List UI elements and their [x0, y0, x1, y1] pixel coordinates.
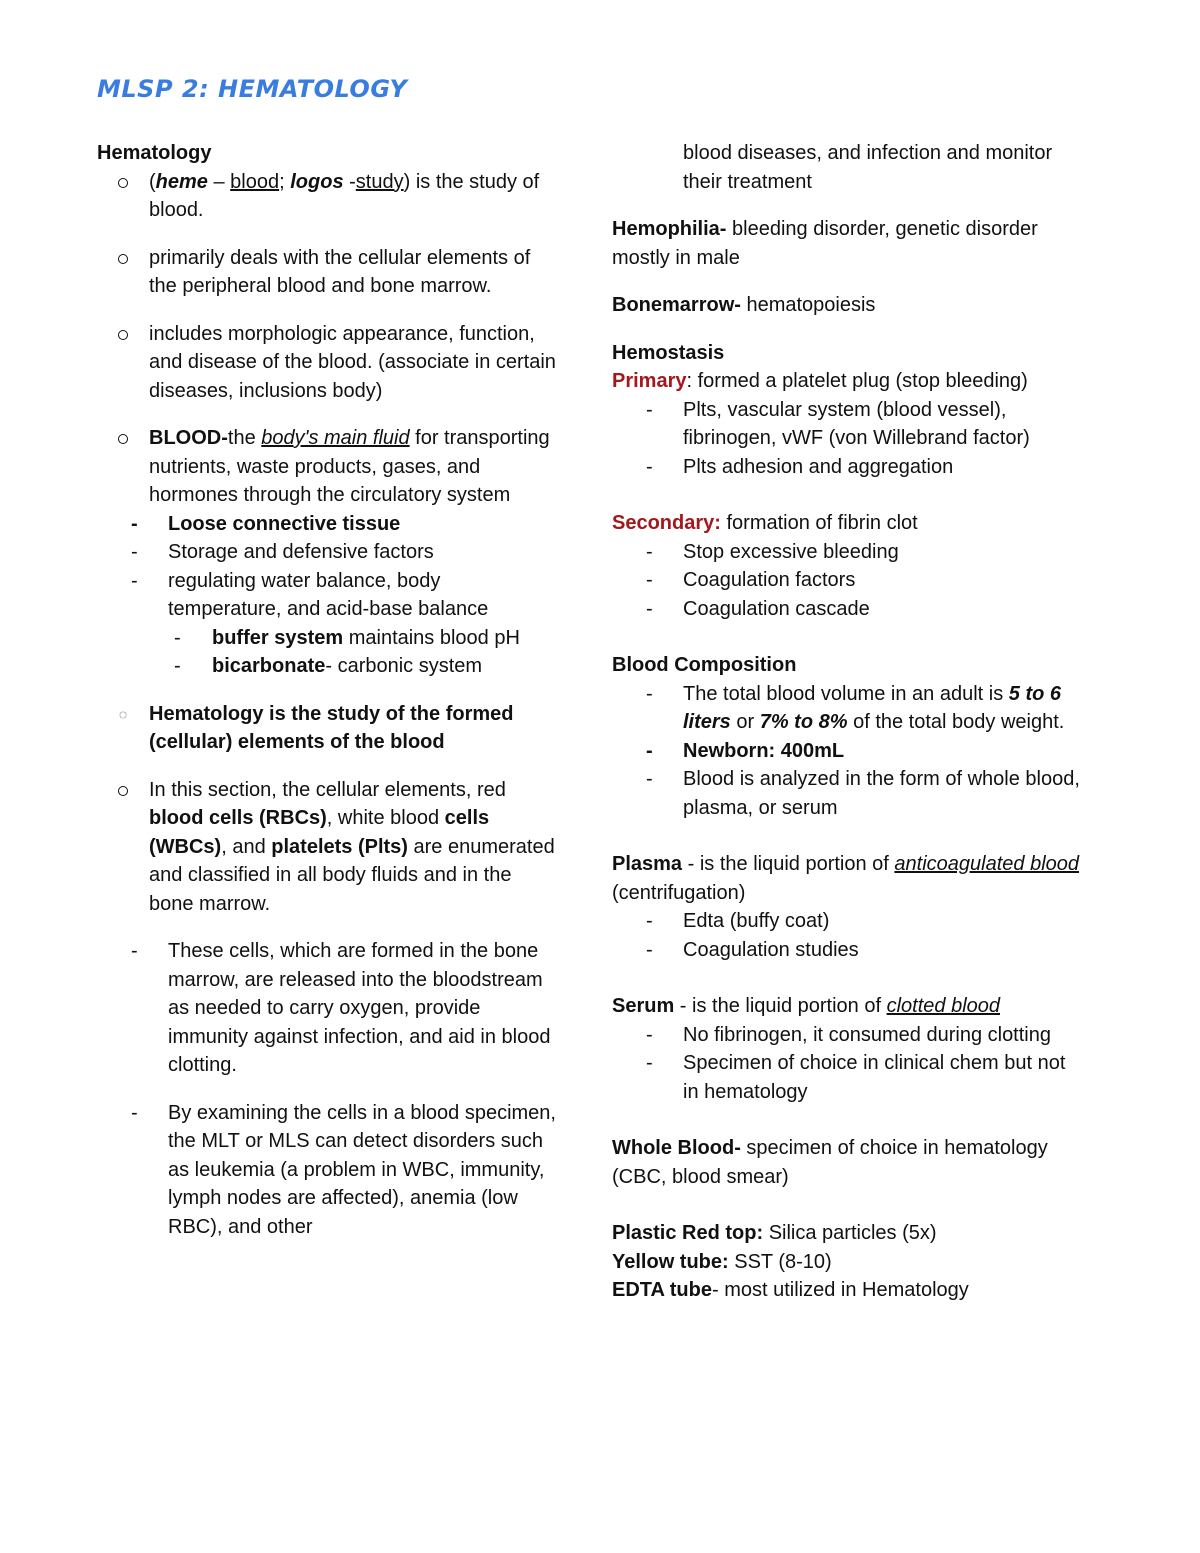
circle-bullet-icon	[113, 320, 133, 349]
dash-bullet-icon: -	[174, 626, 181, 649]
dash-bullet-icon: -	[646, 1023, 653, 1046]
dash-item-coagulation-studies: - Coagulation studies	[612, 936, 1082, 965]
right-column	[612, 139, 1082, 1305]
dash-item-edta: - Edta (buffy coat)	[612, 907, 1082, 936]
section-heading-hemostasis: Hemostasis	[612, 341, 725, 364]
bullet-cellular-elements: primarily deals with the cellular elements of the peripheral blood and bone marrow.	[97, 244, 557, 301]
dash-item-newborn: - Newborn: 400mL	[612, 737, 1082, 766]
dash-bullet-icon: -	[646, 768, 653, 790]
dash-bullet-icon: -	[131, 940, 138, 962]
yellow-tube-entry: Yellow tube: SST (8-10)	[612, 1250, 832, 1273]
dash-item-stop-bleeding: - Stop excessive bleeding	[612, 538, 1082, 567]
dash-bullet-icon: -	[646, 540, 653, 563]
dash-item-storage: - Storage and defensive factors	[97, 538, 557, 567]
edta-tube-entry: EDTA tube- most utilized in Hematology	[612, 1279, 969, 1301]
dash-item-plts-vascular: - Plts, vascular system (blood vessel), fibrinogen, vWF (von Willebrand factor)	[612, 396, 1082, 453]
hemophilia-entry: Hemophilia- bleeding disorder, genetic disorder mostly in male	[612, 218, 1038, 269]
circle-bullet-icon	[113, 168, 133, 197]
circle-bullet-icon	[113, 424, 133, 453]
dotted-circle-bullet-icon: ◌	[118, 705, 128, 722]
dash-bullet-icon: -	[131, 541, 138, 563]
dash-item-specimen-chem: - Specimen of choice in clinical chem but not in hematology	[612, 1049, 1082, 1106]
dash-bullet-icon: -	[646, 455, 653, 478]
bullet-morphologic: includes morphologic appearance, function, and disease of the blood. (associate in certain diseases, inclusions body)	[97, 320, 557, 406]
red-top-entry: Plastic Red top: Silica particles (5x)	[612, 1222, 937, 1244]
circle-bullet-icon	[113, 244, 133, 273]
bullet-enumerated: In this section, the cellular elements, red blood cells (RBCs), white blood cells (WBCs), and platelets (Plts) are enumerated and classified in all body fluids and in the bone marrow.	[97, 776, 557, 919]
dash-item-plts-adhesion: - Plts adhesion and aggregation	[612, 453, 1082, 482]
dash-bullet-icon: -	[131, 569, 138, 592]
whole-blood-entry: Whole Blood- specimen of choice in hematology (CBC, blood smear)	[612, 1137, 1048, 1188]
dash-bullet-icon: -	[646, 1052, 653, 1074]
dash-bullet-icon: -	[131, 1101, 138, 1124]
section-heading-hematology: Hematology	[97, 142, 212, 164]
dash-item-regulating: - regulating water balance, body temperature, and acid-base balance	[97, 567, 557, 624]
dash-item-examining: - By examining the cells in a blood specimen, the MLT or MLS can detect disorders such as leukemia (a problem in WBC, immunity, lymph nodes are affected), anemia (low RBC), and other	[97, 1099, 557, 1242]
plasma-entry: Plasma - is the liquid portion of anticoagulated blood (centrifugation)	[612, 853, 1080, 904]
dash-bullet-icon: -	[646, 739, 653, 762]
circle-bullet-icon	[113, 776, 133, 805]
bullet-blood-definition: BLOOD-the body's main fluid for transporting nutrients, waste products, gases, and hormones through the circulatory system	[97, 424, 557, 510]
serum-entry: Serum - is the liquid portion of clotted blood	[612, 995, 1001, 1017]
secondary-entry: Secondary: formation of fibrin clot	[612, 512, 918, 534]
bullet-formed-elements: ◌ Hematology is the study of the formed (cellular) elements of the blood	[97, 700, 557, 757]
dash-item-cells-formed: - These cells, which are formed in the bone marrow, are released into the bloodstream as needed to carry oxygen, provide immunity against infection, and aid in blood clotting.	[97, 937, 557, 1080]
primary-entry: Primary: formed a platelet plug (stop bleeding)	[612, 370, 1028, 392]
dash-item-coagulation-factors: - Coagulation factors	[612, 566, 1082, 595]
left-column	[97, 139, 557, 1241]
section-heading-blood-composition: Blood Composition	[612, 654, 797, 676]
document-title: MLSP 2: HEMATOLOGY	[97, 75, 408, 103]
dash-bullet-icon: -	[174, 655, 181, 677]
dash-bullet-icon: -	[646, 398, 653, 421]
bullet-etymology: (heme – blood; logos -study) is the study of blood.	[97, 168, 557, 225]
dash-bullet-icon: -	[646, 597, 653, 620]
dash-item-coagulation-cascade: - Coagulation cascade	[612, 595, 1082, 624]
dash-item-loose-connective: - Loose connective tissue	[97, 510, 557, 539]
dash-bullet-icon: -	[646, 938, 653, 961]
dash-bullet-icon: -	[131, 512, 138, 535]
dash-item-no-fibrinogen: - No fibrinogen, it consumed during clotting	[612, 1021, 1082, 1050]
dash-item-analyzed: - Blood is analyzed in the form of whole blood, plasma, or serum	[612, 765, 1082, 822]
continued-text: blood diseases, and infection and monitor their treatment	[683, 142, 1053, 193]
dash-bullet-icon: -	[646, 569, 653, 591]
dash-bullet-icon: -	[646, 910, 653, 932]
dash-subitem-buffer: - buffer system maintains blood pH	[97, 624, 557, 653]
bonemarrow-entry: Bonemarrow- hematopoiesis	[612, 294, 876, 316]
dash-item-total-volume: - The total blood volume in an adult is 5 to 6 liters or 7% to 8% of the total body weight.	[612, 680, 1082, 737]
dash-subitem-bicarbonate: - bicarbonate- carbonic system	[97, 652, 557, 681]
dash-bullet-icon: -	[646, 682, 653, 705]
